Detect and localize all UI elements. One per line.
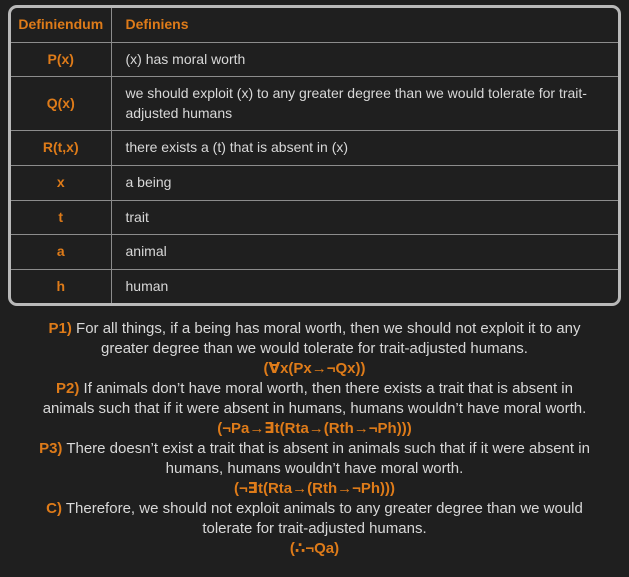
definitions-table-frame [8, 5, 621, 306]
conclusion [37, 499, 593, 539]
premise-p3-label: P3) [39, 440, 63, 458]
definition-cell: (x) has moral worth [125, 50, 246, 67]
conclusion-formula: (∴¬Qa) [289, 540, 340, 558]
definition-cell: we should exploit (x) to any greater degree than we would tolerate for trait-adjusted humans [111, 77, 618, 131]
term-cell: a [11, 235, 111, 270]
term-cell: Q(x) [11, 77, 111, 131]
definition-cell: animal [111, 235, 618, 270]
premise-p2 [37, 379, 593, 419]
col-header-definiendum: Definiendum [11, 8, 111, 42]
table-header-row [11, 8, 618, 42]
table-row [11, 235, 618, 270]
table-row [11, 131, 618, 166]
premise-p3-formula: (¬∃t(Rta→(Rth→¬Ph))) [233, 480, 396, 498]
premise-p1-label: P1) [48, 320, 72, 338]
conclusion-label: C) [46, 500, 62, 518]
definitions-table [11, 8, 618, 303]
term-cell: R(t,x) [11, 131, 111, 166]
table-row [11, 200, 618, 235]
premise-p1-text: For all things, if a being has moral worth, then we should not exploit it to any greater degree than we would tolerate for trait-adjusted humans. [76, 320, 581, 358]
term-cell: x [11, 165, 111, 200]
term-cell: h [11, 269, 111, 303]
col-header-definiens: Definiens [111, 8, 618, 42]
definition-cell: human [111, 269, 618, 303]
conclusion-text: Therefore, we should not exploit animals to any greater degree than we would tolerate for trait-adjusted humans. [65, 500, 583, 538]
table-row [11, 269, 618, 303]
definition-cell: a being [111, 165, 618, 200]
premise-p2-label: P2) [56, 380, 80, 398]
premise-p2-text: If animals don’t have moral worth, then there exists a trait that is absent in animals such that if it were absent in humans, humans wouldn’t have moral worth. [42, 380, 587, 418]
table-row [11, 165, 618, 200]
premise-p3 [37, 439, 593, 479]
argument-section [0, 319, 629, 559]
table-row [11, 42, 618, 77]
term-cell: P(x) [11, 42, 111, 77]
premise-p2-formula: (¬Pa→∃t(Rta→(Rth→¬Ph))) [217, 420, 412, 438]
premise-p1 [37, 319, 593, 359]
premise-p1-formula: (∀x(Px→¬Qx)) [263, 360, 366, 378]
definition-cell: trait [111, 200, 618, 235]
term-cell: t [11, 200, 111, 235]
premise-p3-text: There doesn’t exist a trait that is absent in animals such that if it were absent in humans, humans wouldn’t have moral worth. [66, 440, 590, 478]
table-row [11, 77, 618, 131]
definition-cell: there exists a (t) that is absent in (x) [111, 131, 618, 166]
